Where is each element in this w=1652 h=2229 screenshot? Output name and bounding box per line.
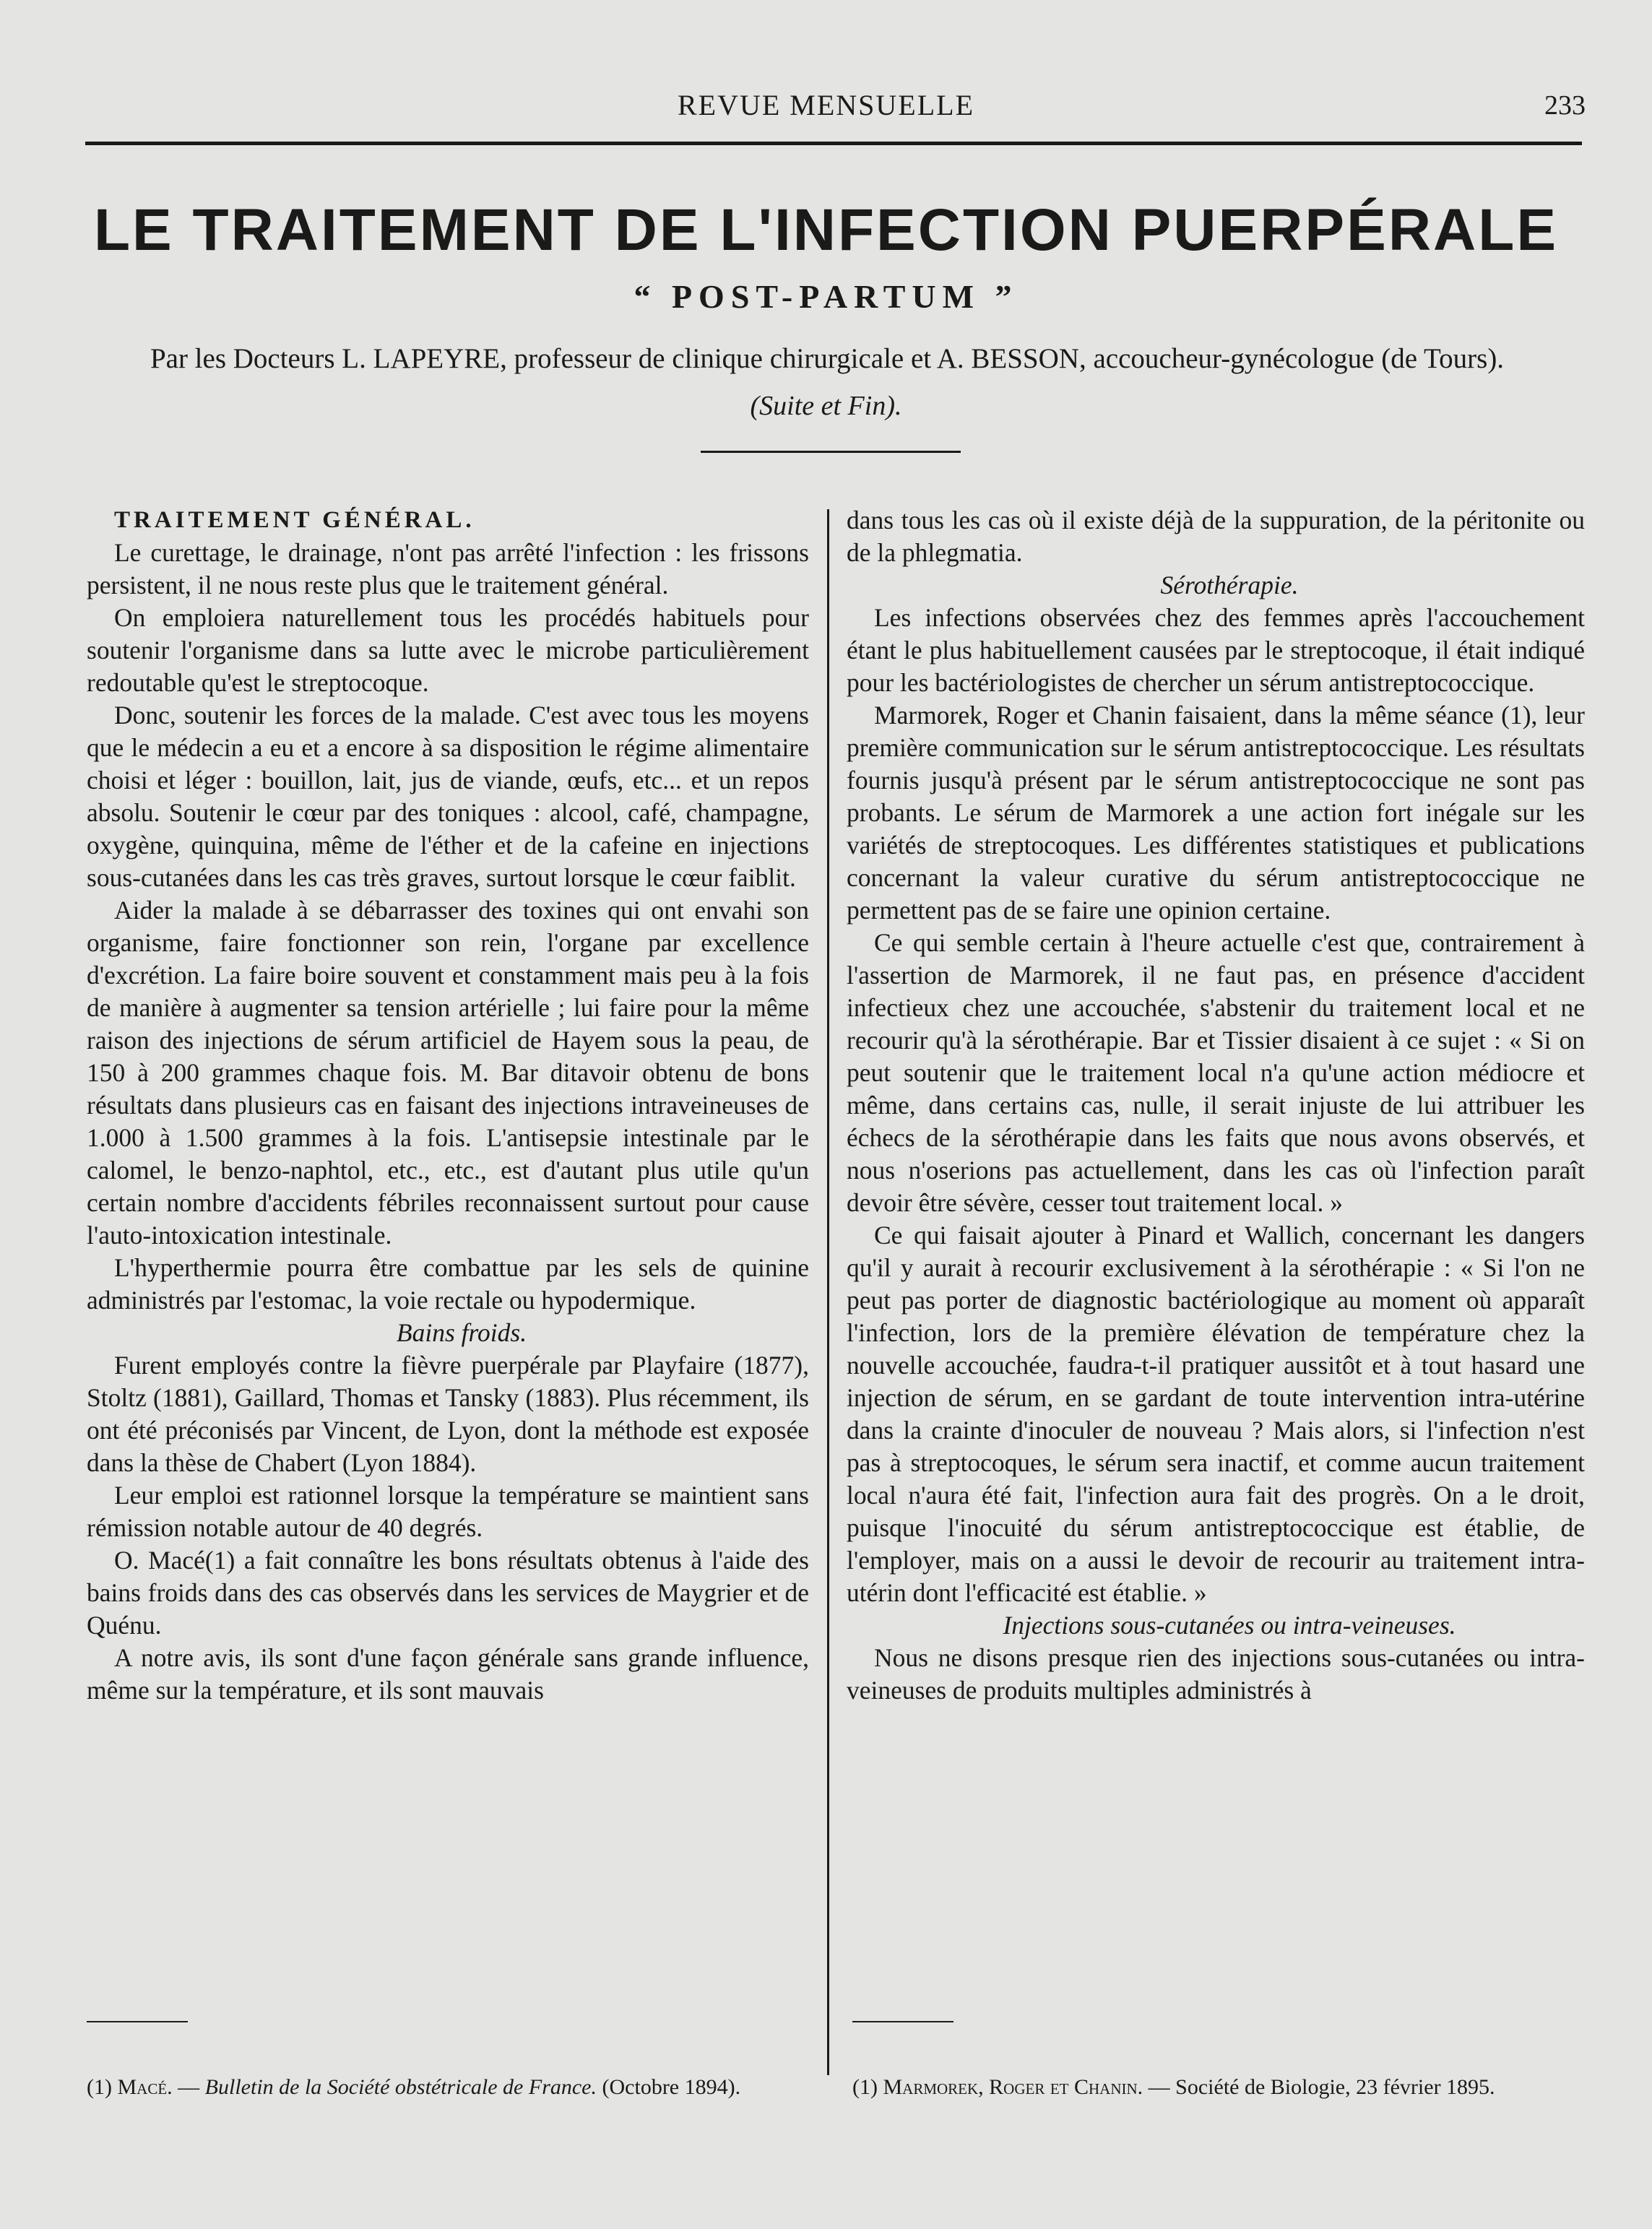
sub-heading: Bains froids. bbox=[396, 1318, 527, 1347]
article-authors: Par les Docteurs L. LAPEYRE, professeur de clinique chirurgicale et A. BESSON, accoucheur-gynécologue (de Tours). bbox=[150, 343, 1505, 374]
left-column bbox=[87, 504, 809, 1707]
footnote-right bbox=[852, 2074, 1582, 2100]
footnote-number: (1) bbox=[87, 2075, 112, 2099]
paragraph: Aider la malade à se débarrasser des toxines qui ont envahi son organisme, faire fonctionner son rein, l'organe par excellence d'excrétion. La faire boire souvent et constamment mais peu à la fois de manière à augmenter sa tension artérielle ; lui faire pour la même raison des injections de sérum artificiel de Hayem sous la peau, de 150 à 200 grammes chaque fois. M. Bar ditavoir obtenu de bons résultats dans plusieurs cas en faisant des injections intraveineuses de 1.000 à 1.500 grammes à la fois. L'antisepsie intestinale par le calomel, le benzo-naphtol, etc., etc., est d'autant plus utile qu'un certain nombre d'accidents fébriles reconnaissent surtout pour cause l'auto-intoxication intestinale. bbox=[87, 896, 809, 1250]
paragraph: Marmorek, Roger et Chanin faisaient, dans la même séance (1), leur première communication sur le sérum antistreptococcique. Les résultats fournis jusqu'à présent par le sérum antistreptococcique ne sont pas probants. Le sérum de Marmorek a une action fort inégale sur les variétés de streptocoques. Les différentes statistiques et publications concernant la valeur curative du sérum antistreptococcique ne permettent pas de se faire une opinion certaine. bbox=[847, 701, 1585, 925]
footnote-rule bbox=[852, 2021, 953, 2022]
paragraph: Donc, soutenir les forces de la malade. C'est avec tous les moyens que le médecin a eu et a encore à sa disposition le régime alimentaire choisi et léger : bouillon, lait, jus de viande, œufs, etc... et un repos absolu. Soutenir le cœur par des toniques : alcool, café, champagne, oxygène, quinquina, même de l'éther et de la cafeine en injections sous-cutanées dans les cas très graves, surtout lorsque le cœur faiblit. bbox=[87, 701, 809, 892]
footnote-date: (Octobre 1894). bbox=[597, 2075, 741, 2099]
sub-heading: Injections sous-cutanées ou intra-veineuses. bbox=[1003, 1611, 1456, 1640]
paragraph: Ce qui faisait ajouter à Pinard et Wallich, concernant les dangers qu'il y aurait à recourir exclusivement à la sérothérapie : « Si l'on ne peut pas porter de diagnostic bactériologique au moment où apparaît l'infection, lors de la première élévation de température chez la nouvelle accouchée, faudra-t-il pratiquer aussitôt et à tout hasard une injection de sérum, en se gardant de toute intervention intra-utérine dans la crainte d'inoculer de nouveau ? Mais alors, si l'infection n'est pas à streptocoques, le sérum sera inactif, et comme aucun traitement local n'aura été fait, l'infection aura fait des progrès. On a le droit, puisque l'inocuité du sérum antistreptococcique est établie, de l'employer, mais on a aussi le devoir de recourir au traitement intra-utérin dont l'efficacité est établie. » bbox=[847, 1221, 1585, 1607]
footnote-author: Macé. bbox=[117, 2075, 173, 2099]
paragraph: Nous ne disons presque rien des injections sous-cutanées ou intra-veineuses de produits multiples administrés à bbox=[847, 1643, 1585, 1705]
paragraph: dans tous les cas où il existe déjà de la suppuration, de la péritonite ou de la phlegmatia. bbox=[847, 506, 1585, 567]
sub-heading: Sérothérapie. bbox=[1160, 571, 1299, 600]
continuation-note: (Suite et Fin). bbox=[750, 391, 902, 421]
paragraph: Furent employés contre la fièvre puerpérale par Playfaire (1877), Stoltz (1881), Gaillard, Thomas et Tansky (1883). Plus récemment, ils ont été préconisés par Vincent, de Lyon, dont la méthode est exposée dans la thèse de Chabert (Lyon 1884). bbox=[87, 1351, 809, 1477]
footnote-left bbox=[87, 2074, 809, 2100]
paragraph: Leur emploi est rationnel lorsque la température se maintient sans rémission notable autour de 40 degrés. bbox=[87, 1481, 809, 1542]
footnote-dash: — bbox=[172, 2075, 205, 2099]
footnote-authors: Marmorek, Roger et Chanin. bbox=[883, 2075, 1143, 2099]
page-number: 233 bbox=[1544, 90, 1586, 121]
paragraph: On emploiera naturellement tous les procédés habituels pour soutenir l'organisme dans sa lutte avec le microbe particulièrement redoutable qu'est le streptocoque. bbox=[87, 603, 809, 697]
footnote-rule bbox=[87, 2021, 188, 2022]
footnote-text: — Société de Biologie, 23 février 1895. bbox=[1143, 2075, 1495, 2099]
paragraph: O. Macé(1) a fait connaître les bons résultats obtenus à l'aide des bains froids dans des cas observés dans les services de Maygrier et de Quénu. bbox=[87, 1546, 809, 1640]
article-title: LE TRAITEMENT DE L'INFECTION PUERPÉRALE bbox=[93, 197, 1559, 263]
footnote-source: Bulletin de la Société obstétricale de France. bbox=[204, 2075, 597, 2099]
article-subtitle: “ POST-PARTUM ” bbox=[633, 278, 1019, 315]
footnote-number: (1) bbox=[852, 2075, 878, 2099]
section-heading: TRAITEMENT GÉNÉRAL. bbox=[114, 507, 475, 533]
header-rule bbox=[85, 142, 1582, 145]
title-rule bbox=[701, 451, 961, 453]
paragraph: A notre avis, ils sont d'une façon générale sans grande influence, même sur la température, et ils sont mauvais bbox=[87, 1643, 809, 1705]
paragraph: Ce qui semble certain à l'heure actuelle c'est que, contrairement à l'assertion de Marmorek, il ne faut pas, en présence d'accident infectieux chez une accouchée, s'abstenir du traitement local et ne recourir qu'à la sérothérapie. Bar et Tissier disaient à ce sujet : « Si on peut soutenir que le traitement local n'a qu'une action médiocre et même, dans certains cas, nulle, il serait injuste de lui attribuer les échecs de la sérothérapie dans les faits que nous avons observés, et nous n'oserions pas actuellement, dans les cas où l'infection paraît devoir être sévère, cesser tout traitement local. » bbox=[847, 928, 1585, 1217]
running-title: REVUE MENSUELLE bbox=[677, 89, 975, 121]
paragraph: Le curettage, le drainage, n'ont pas arrêté l'infection : les frissons persistent, il ne nous reste plus que le traitement général. bbox=[87, 538, 809, 600]
right-column bbox=[847, 504, 1585, 1707]
paragraph: L'hyperthermie pourra être combattue par les sels de quinine administrés par l'estomac, la voie rectale ou hypodermique. bbox=[87, 1253, 809, 1315]
column-divider bbox=[827, 509, 829, 2075]
paragraph: Les infections observées chez des femmes après l'accouchement étant le plus habituellement causées par le streptocoque, il était indiqué pour les bactériologistes de chercher un sérum antistreptococcique. bbox=[847, 603, 1585, 697]
